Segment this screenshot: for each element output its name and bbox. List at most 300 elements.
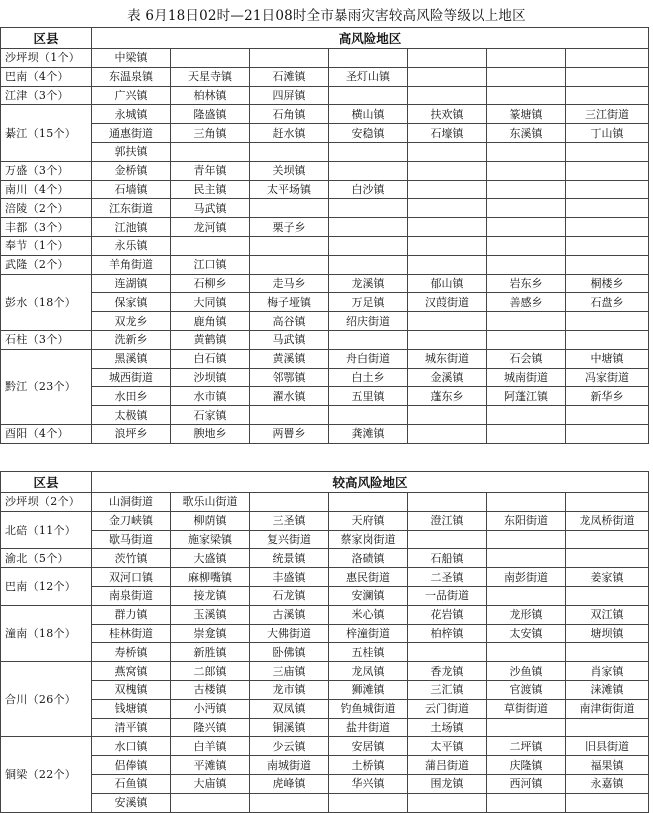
town-cell: 郁山镇 xyxy=(408,274,487,293)
table-row xyxy=(1,624,649,643)
town-cell xyxy=(408,330,487,349)
town-cell: 太平镇 xyxy=(408,737,487,756)
town-cell xyxy=(408,49,487,68)
town-cell: 歇马街道 xyxy=(92,530,171,549)
town-cell: 白土乡 xyxy=(329,368,408,387)
higher-risk-table xyxy=(0,471,649,813)
town-cell: 盐井街道 xyxy=(329,718,408,737)
town-cell: 走马乡 xyxy=(250,274,329,293)
town-cell: 水市镇 xyxy=(171,387,250,406)
town-cell: 五桂镇 xyxy=(329,643,408,662)
town-cell xyxy=(487,793,566,812)
town-cell: 桐楼乡 xyxy=(566,274,649,293)
town-cell: 三庙镇 xyxy=(250,662,329,681)
town-cell: 福果镇 xyxy=(566,756,649,775)
town-cell: 玉溪镇 xyxy=(171,605,250,624)
town-cell xyxy=(566,424,649,443)
town-cell: 城东街道 xyxy=(408,349,487,368)
higher-risk-header-row xyxy=(1,472,649,493)
town-cell: 保家镇 xyxy=(92,293,171,312)
town-cell: 永城镇 xyxy=(92,105,171,124)
town-cell: 黄溪镇 xyxy=(250,349,329,368)
town-cell: 安居镇 xyxy=(329,737,408,756)
town-cell: 丁山镇 xyxy=(566,124,649,143)
town-cell: 石龙镇 xyxy=(250,586,329,605)
town-cell: 惠民街道 xyxy=(329,568,408,587)
town-cell: 东溪镇 xyxy=(487,124,566,143)
town-cell: 中梁镇 xyxy=(92,49,171,68)
town-cell: 石鱼镇 xyxy=(92,774,171,793)
town-cell: 江东街道 xyxy=(92,199,171,218)
town-cell: 双凤镇 xyxy=(250,699,329,718)
town-cell: 新胜镇 xyxy=(171,643,250,662)
town-cell: 花岩镇 xyxy=(408,605,487,624)
table-row xyxy=(1,330,649,349)
town-cell: 卧佛镇 xyxy=(250,643,329,662)
town-cell: 汉葭街道 xyxy=(408,293,487,312)
town-cell: 善感乡 xyxy=(487,293,566,312)
county-cell: 奉节（1个） xyxy=(1,236,92,255)
town-cell: 冯家街道 xyxy=(566,368,649,387)
town-cell: 高谷镇 xyxy=(250,312,329,331)
town-cell xyxy=(566,643,649,662)
county-cell: 江津（3个） xyxy=(1,86,92,105)
town-cell xyxy=(408,793,487,812)
town-cell: 关坝镇 xyxy=(250,161,329,180)
town-cell: 二郎镇 xyxy=(171,662,250,681)
county-cell: 石柱（3个） xyxy=(1,330,92,349)
town-cell: 广兴镇 xyxy=(92,86,171,105)
high-risk-header-row xyxy=(1,28,649,49)
county-cell: 彭水（18个） xyxy=(1,274,92,330)
town-cell: 新华乡 xyxy=(566,387,649,406)
town-cell: 黑溪镇 xyxy=(92,349,171,368)
town-cell xyxy=(487,549,566,568)
town-cell xyxy=(408,67,487,86)
town-cell: 浪坪乡 xyxy=(92,424,171,443)
town-cell: 燕窝镇 xyxy=(92,662,171,681)
high-risk-table-body xyxy=(1,49,649,444)
table-row xyxy=(1,493,649,512)
town-cell xyxy=(487,180,566,199)
town-cell: 古溪镇 xyxy=(250,605,329,624)
table-row xyxy=(1,218,649,237)
table-row xyxy=(1,180,649,199)
town-cell: 涞滩镇 xyxy=(566,680,649,699)
town-cell: 沙坝镇 xyxy=(171,368,250,387)
table-row xyxy=(1,387,649,406)
town-cell: 石家镇 xyxy=(171,406,250,425)
table-row xyxy=(1,699,649,718)
town-cell: 通惠街道 xyxy=(92,124,171,143)
table-row xyxy=(1,293,649,312)
town-cell xyxy=(566,236,649,255)
county-cell: 沙坪坝（1个） xyxy=(1,49,92,68)
town-cell xyxy=(566,330,649,349)
town-cell: 永嘉镇 xyxy=(566,774,649,793)
table-row xyxy=(1,199,649,218)
town-cell xyxy=(250,142,329,161)
town-cell xyxy=(566,49,649,68)
table-row xyxy=(1,368,649,387)
town-cell: 大盛镇 xyxy=(171,549,250,568)
town-cell: 城南街道 xyxy=(487,368,566,387)
town-cell: 民主镇 xyxy=(171,180,250,199)
town-cell xyxy=(329,218,408,237)
town-cell: 洛碛镇 xyxy=(329,549,408,568)
town-cell: 三汇镇 xyxy=(408,680,487,699)
table-row xyxy=(1,274,649,293)
town-cell xyxy=(329,793,408,812)
town-cell xyxy=(566,312,649,331)
table-row xyxy=(1,586,649,605)
county-cell: 黔江（23个） xyxy=(1,349,92,424)
town-cell: 柏林镇 xyxy=(171,86,250,105)
town-cell xyxy=(329,330,408,349)
county-cell: 丰都（3个） xyxy=(1,218,92,237)
table-title: 表 6月18日02时—21日08时全市暴雨灾害较高风险等级以上地区 xyxy=(127,8,526,24)
town-cell: 石角镇 xyxy=(250,105,329,124)
town-cell xyxy=(408,236,487,255)
town-cell xyxy=(329,142,408,161)
town-cell: 江口镇 xyxy=(171,255,250,274)
town-cell: 平滩镇 xyxy=(171,756,250,775)
town-cell xyxy=(566,180,649,199)
table-row xyxy=(1,774,649,793)
town-cell: 龙溪镇 xyxy=(329,274,408,293)
town-cell xyxy=(487,718,566,737)
town-cell: 两罾乡 xyxy=(250,424,329,443)
county-cell: 巴南（4个） xyxy=(1,67,92,86)
town-cell: 黄鹤镇 xyxy=(171,330,250,349)
town-cell xyxy=(171,142,250,161)
town-cell: 澄江镇 xyxy=(408,511,487,530)
town-cell xyxy=(408,530,487,549)
town-cell: 石墙镇 xyxy=(92,180,171,199)
town-cell xyxy=(487,218,566,237)
county-cell: 綦江（15个） xyxy=(1,105,92,161)
town-cell xyxy=(250,406,329,425)
town-cell: 石会镇 xyxy=(487,349,566,368)
town-cell: 丰盛镇 xyxy=(250,568,329,587)
town-cell: 柳荫镇 xyxy=(171,511,250,530)
table-row xyxy=(1,236,649,255)
town-cell: 安澜镇 xyxy=(329,586,408,605)
town-cell xyxy=(487,424,566,443)
town-cell: 安溪镇 xyxy=(92,793,171,812)
town-cell: 狮滩镇 xyxy=(329,680,408,699)
town-cell: 大庙镇 xyxy=(171,774,250,793)
town-cell: 天府镇 xyxy=(329,511,408,530)
town-cell xyxy=(487,67,566,86)
town-cell xyxy=(171,49,250,68)
town-cell xyxy=(566,142,649,161)
town-cell xyxy=(329,406,408,425)
town-cell: 歌乐山街道 xyxy=(171,493,250,512)
town-cell: 太极镇 xyxy=(92,406,171,425)
town-cell: 蒲吕街道 xyxy=(408,756,487,775)
town-cell xyxy=(487,530,566,549)
town-cell: 南彭街道 xyxy=(487,568,566,587)
county-cell: 万盛（3个） xyxy=(1,161,92,180)
town-cell: 石壕镇 xyxy=(408,124,487,143)
town-cell: 青年镇 xyxy=(171,161,250,180)
town-cell: 桂林街道 xyxy=(92,624,171,643)
town-cell xyxy=(329,86,408,105)
town-cell: 腴地乡 xyxy=(171,424,250,443)
town-cell: 双龙乡 xyxy=(92,312,171,331)
town-cell: 白石镇 xyxy=(171,349,250,368)
town-cell: 水田乡 xyxy=(92,387,171,406)
town-cell: 二圣镇 xyxy=(408,568,487,587)
town-cell xyxy=(487,142,566,161)
town-cell: 太平场镇 xyxy=(250,180,329,199)
town-cell: 一品街道 xyxy=(408,586,487,605)
town-cell: 龙河镇 xyxy=(171,218,250,237)
town-cell: 金刀峡镇 xyxy=(92,511,171,530)
table-row xyxy=(1,680,649,699)
town-cell: 群力镇 xyxy=(92,605,171,624)
town-cell xyxy=(487,255,566,274)
town-cell xyxy=(329,49,408,68)
town-cell: 双江镇 xyxy=(566,605,649,624)
town-cell xyxy=(250,236,329,255)
town-cell: 城西街道 xyxy=(92,368,171,387)
town-cell xyxy=(487,643,566,662)
town-cell: 水口镇 xyxy=(92,737,171,756)
table-row xyxy=(1,406,649,425)
table-row xyxy=(1,605,649,624)
town-cell xyxy=(566,586,649,605)
town-cell: 云门街道 xyxy=(408,699,487,718)
town-cell xyxy=(250,49,329,68)
town-cell: 麻柳嘴镇 xyxy=(171,568,250,587)
town-cell xyxy=(487,586,566,605)
town-cell xyxy=(566,67,649,86)
town-cell: 双河口镇 xyxy=(92,568,171,587)
town-cell: 二坪镇 xyxy=(487,737,566,756)
town-cell xyxy=(566,530,649,549)
town-cell xyxy=(408,86,487,105)
high-risk-table xyxy=(0,27,649,444)
town-cell xyxy=(250,199,329,218)
town-cell xyxy=(408,424,487,443)
town-cell: 龙形镇 xyxy=(487,605,566,624)
town-cell: 山洞街道 xyxy=(92,493,171,512)
town-cell xyxy=(329,493,408,512)
town-cell: 安稳镇 xyxy=(329,124,408,143)
town-cell: 绍庆街道 xyxy=(329,312,408,331)
town-cell: 阿蓬江镇 xyxy=(487,387,566,406)
town-cell: 马武镇 xyxy=(250,330,329,349)
town-cell xyxy=(566,793,649,812)
county-cell: 铜梁（22个） xyxy=(1,737,92,812)
town-cell: 接龙镇 xyxy=(171,586,250,605)
town-cell: 篆塘镇 xyxy=(487,105,566,124)
table-row xyxy=(1,756,649,775)
town-cell: 五里镇 xyxy=(329,387,408,406)
town-cell xyxy=(329,199,408,218)
town-cell: 崇龛镇 xyxy=(171,624,250,643)
town-cell xyxy=(408,218,487,237)
town-cell: 马武镇 xyxy=(171,199,250,218)
town-cell: 梅子垭镇 xyxy=(250,293,329,312)
town-cell: 蓬东乡 xyxy=(408,387,487,406)
table-row xyxy=(1,530,649,549)
town-cell: 羊角街道 xyxy=(92,255,171,274)
town-cell: 邻鄂镇 xyxy=(250,368,329,387)
town-cell: 钱塘镇 xyxy=(92,699,171,718)
town-cell xyxy=(487,161,566,180)
town-cell xyxy=(408,255,487,274)
town-cell: 横山镇 xyxy=(329,105,408,124)
county-cell: 潼南（18个） xyxy=(1,605,92,661)
town-cell: 白羊镇 xyxy=(171,737,250,756)
table-row xyxy=(1,161,649,180)
town-cell: 钓鱼城街道 xyxy=(329,699,408,718)
county-cell: 沙坪坝（2个） xyxy=(1,493,92,512)
town-cell: 寿桥镇 xyxy=(92,643,171,662)
town-cell: 龚滩镇 xyxy=(329,424,408,443)
table-row xyxy=(1,643,649,662)
town-cell: 香龙镇 xyxy=(408,662,487,681)
town-cell: 东阳街道 xyxy=(487,511,566,530)
town-cell xyxy=(487,86,566,105)
town-cell xyxy=(408,161,487,180)
town-cell xyxy=(329,255,408,274)
town-cell: 永乐镇 xyxy=(92,236,171,255)
town-cell: 南泉街道 xyxy=(92,586,171,605)
town-cell xyxy=(408,180,487,199)
town-cell xyxy=(566,493,649,512)
county-cell: 北碚（11个） xyxy=(1,511,92,549)
town-cell: 虎峰镇 xyxy=(250,774,329,793)
county-cell: 南川（4个） xyxy=(1,180,92,199)
town-cell: 四屏镇 xyxy=(250,86,329,105)
town-cell: 土场镇 xyxy=(408,718,487,737)
town-cell: 鹿角镇 xyxy=(171,312,250,331)
town-cell: 南津街街道 xyxy=(566,699,649,718)
town-cell: 围龙镇 xyxy=(408,774,487,793)
county-cell: 合川（26个） xyxy=(1,662,92,737)
town-cell: 郭扶镇 xyxy=(92,142,171,161)
town-cell: 少云镇 xyxy=(250,737,329,756)
town-cell: 大同镇 xyxy=(171,293,250,312)
town-cell: 庆隆镇 xyxy=(487,756,566,775)
table-row xyxy=(1,568,649,587)
town-cell: 金桥镇 xyxy=(92,161,171,180)
high-risk-section-title: 高风险地区 xyxy=(92,28,649,49)
town-cell xyxy=(250,493,329,512)
town-cell xyxy=(566,218,649,237)
town-cell xyxy=(329,161,408,180)
town-cell: 古楼镇 xyxy=(171,680,250,699)
town-cell: 太安镇 xyxy=(487,624,566,643)
table-row xyxy=(1,255,649,274)
town-cell: 旧县街道 xyxy=(566,737,649,756)
town-cell: 天星寺镇 xyxy=(171,67,250,86)
county-cell: 渝北（5个） xyxy=(1,549,92,568)
table-row xyxy=(1,124,649,143)
town-cell xyxy=(566,549,649,568)
town-cell: 舟白街道 xyxy=(329,349,408,368)
town-cell xyxy=(171,793,250,812)
town-cell: 双槐镇 xyxy=(92,680,171,699)
county-cell: 武隆（2个） xyxy=(1,255,92,274)
town-cell: 万足镇 xyxy=(329,293,408,312)
town-cell: 西河镇 xyxy=(487,774,566,793)
table-row xyxy=(1,718,649,737)
town-cell xyxy=(487,199,566,218)
town-cell xyxy=(566,718,649,737)
town-cell xyxy=(487,236,566,255)
town-cell: 龙市镇 xyxy=(250,680,329,699)
town-cell: 复兴街道 xyxy=(250,530,329,549)
town-cell xyxy=(171,236,250,255)
town-cell: 侣俸镇 xyxy=(92,756,171,775)
town-cell: 赶水镇 xyxy=(250,124,329,143)
town-cell xyxy=(566,406,649,425)
county-cell: 酉阳（4个） xyxy=(1,424,92,443)
town-cell xyxy=(408,406,487,425)
town-cell: 姜家镇 xyxy=(566,568,649,587)
town-cell: 东温泉镇 xyxy=(92,67,171,86)
town-cell: 柏梓镇 xyxy=(408,624,487,643)
town-cell: 施家梁镇 xyxy=(171,530,250,549)
table-row xyxy=(1,67,649,86)
town-cell xyxy=(487,330,566,349)
town-cell: 岩东乡 xyxy=(487,274,566,293)
table-row xyxy=(1,349,649,368)
town-cell: 隆兴镇 xyxy=(171,718,250,737)
town-cell: 中塘镇 xyxy=(566,349,649,368)
town-cell: 草街街道 xyxy=(487,699,566,718)
town-cell: 梓潼街道 xyxy=(329,624,408,643)
table-row xyxy=(1,105,649,124)
table-row xyxy=(1,793,649,812)
town-cell: 栗子乡 xyxy=(250,218,329,237)
town-cell: 圣灯山镇 xyxy=(329,67,408,86)
town-cell: 洗新乡 xyxy=(92,330,171,349)
town-cell xyxy=(487,406,566,425)
town-cell: 石盘乡 xyxy=(566,293,649,312)
town-cell: 土桥镇 xyxy=(329,756,408,775)
table-row xyxy=(1,662,649,681)
town-cell xyxy=(408,199,487,218)
town-cell: 石滩镇 xyxy=(250,67,329,86)
higher-risk-section-title: 较高风险地区 xyxy=(92,472,649,493)
table-row xyxy=(1,49,649,68)
town-cell: 三圣镇 xyxy=(250,511,329,530)
town-cell: 官渡镇 xyxy=(487,680,566,699)
town-cell: 濯水镇 xyxy=(250,387,329,406)
town-cell: 小沔镇 xyxy=(171,699,250,718)
town-cell: 清平镇 xyxy=(92,718,171,737)
table-row xyxy=(1,511,649,530)
town-cell: 米心镇 xyxy=(329,605,408,624)
town-cell: 金溪镇 xyxy=(408,368,487,387)
table-row xyxy=(1,86,649,105)
table-row xyxy=(1,737,649,756)
town-cell: 沙鱼镇 xyxy=(487,662,566,681)
town-cell xyxy=(329,236,408,255)
town-cell xyxy=(566,199,649,218)
town-cell xyxy=(408,142,487,161)
town-cell: 统景镇 xyxy=(250,549,329,568)
town-cell: 三江街道 xyxy=(566,105,649,124)
town-cell xyxy=(250,793,329,812)
county-column-header: 区县 xyxy=(1,28,92,49)
